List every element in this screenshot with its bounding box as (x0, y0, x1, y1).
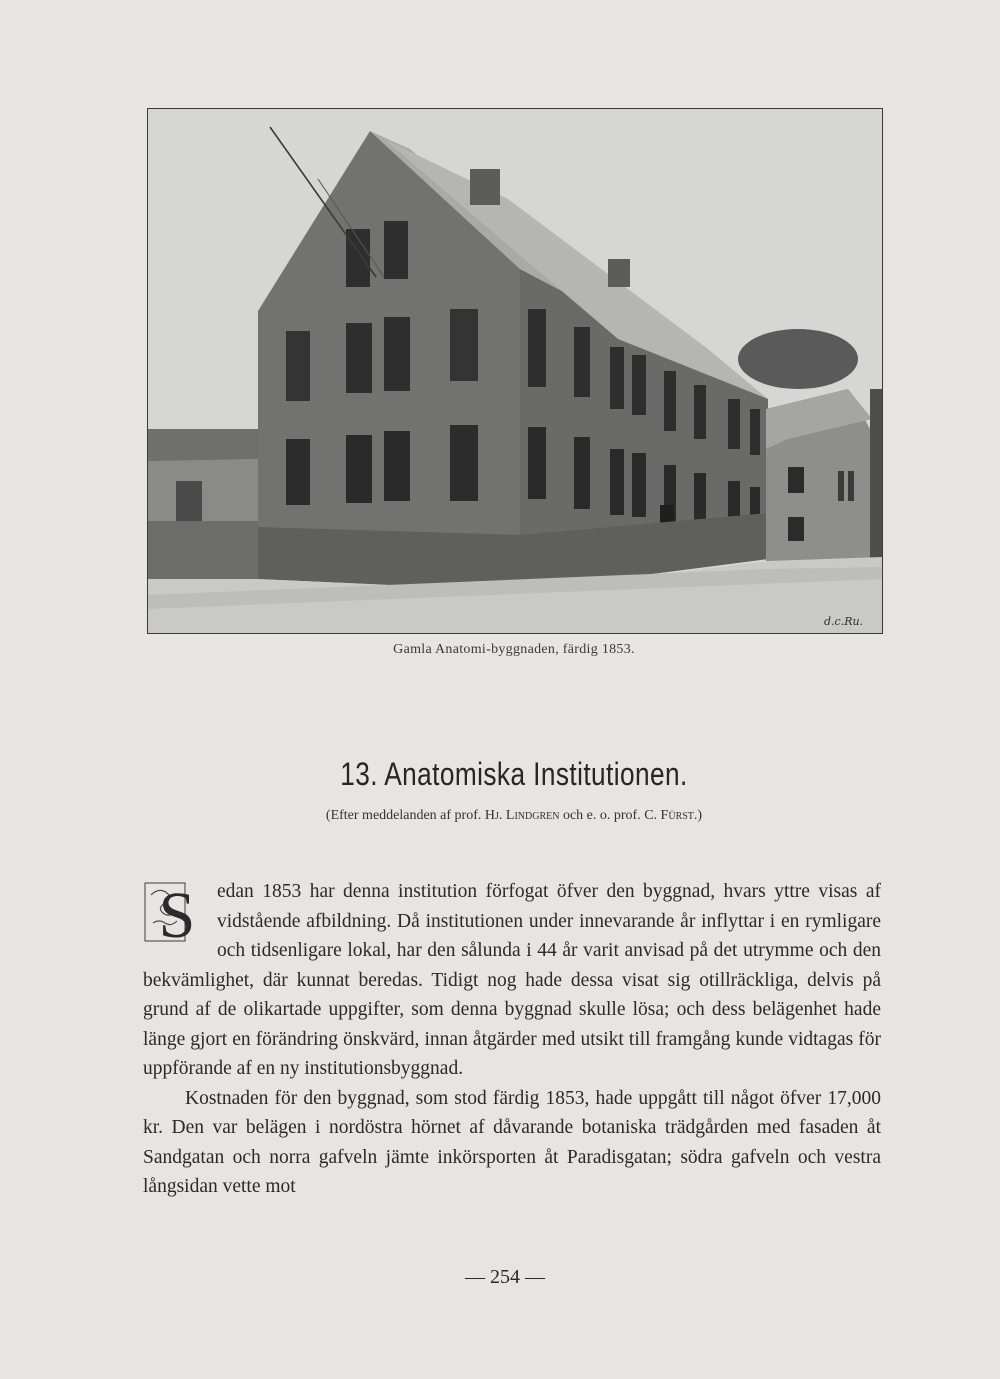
dropcap-letter: S (158, 879, 196, 945)
dropcap-s-ornament (143, 879, 209, 945)
photo-signature: d.c.Ru. (824, 615, 864, 628)
paragraph-1-text: edan 1853 har denna institution förfogat öfver den byggnad, hvars yttre visas af vidstående afbildning. Då institutionen under innevarande år inflyttar i en rymligare och tidsenligare lokal, har den sålunda i 44 år varit anvisad på det utrymme och den bekvämlighet, där kunnat beredas. Tidigt nog hade dessa visat sig otillräckliga, delvis på grund af de olikartade uppgifter, som denna byggnad skulle lösa; och dess belägenhet hade länge gjort en förändring önskvärd, innan åtgärder med utsikt till framgång kunde vidtagas för uppförande af en ny institutionsbyggnad. (143, 881, 881, 1079)
figure-caption: Gamla Anatomi-byggnaden, färdig 1853. (393, 642, 635, 657)
ornamental-dropcap (143, 879, 209, 945)
building-photograph (147, 108, 883, 634)
attribution-name-furst: C. Fürst (644, 808, 694, 823)
body-text (143, 877, 881, 1202)
attribution-text-mid: och e. o. prof. (559, 808, 645, 823)
attribution-text-post: .) (693, 808, 703, 823)
paragraph-1 (143, 877, 881, 1084)
chapter-attribution (0, 808, 1000, 824)
chapter-title: 13. Anatomiska Institutionen. (340, 756, 688, 792)
photograph-illustration (148, 109, 882, 633)
attribution-name-lindgren: Hj. Lindgren (484, 808, 560, 823)
attribution-text-pre: (Efter meddelanden af prof. (325, 808, 485, 823)
page-number: — 254 — (465, 1266, 545, 1288)
paragraph-2: Kostnaden för den byggnad, som stod färdig 1853, hade uppgått till något öfver 17,000 kr. Den var belägen i nordöstra hörnet af dåvarande botaniska trädgården med fasaden åt Sandgatan och norra gafveln jämte inkörsporten åt Paradisgatan; södra gafveln och vestra långsidan vette mot (143, 1087, 881, 1197)
